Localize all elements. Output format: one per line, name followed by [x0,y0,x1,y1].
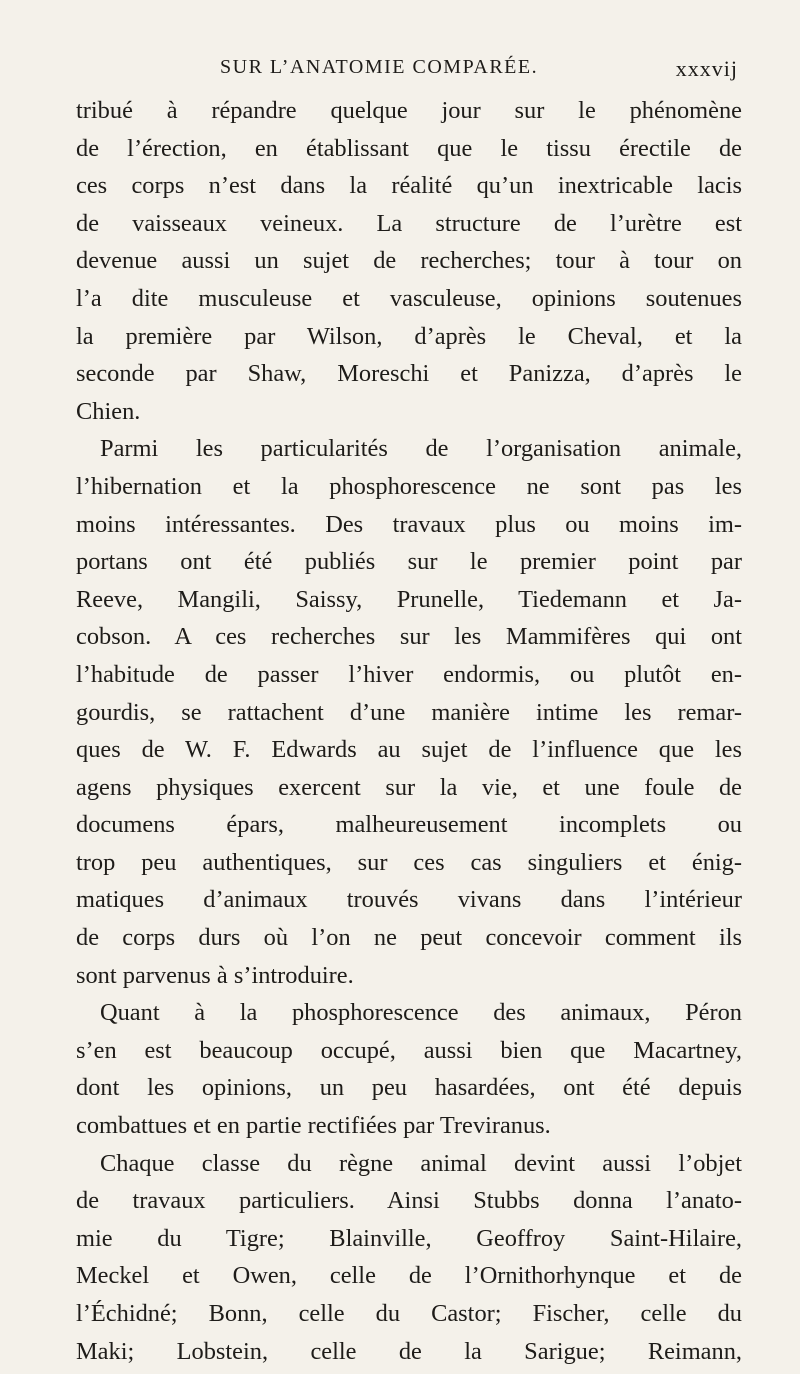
text-line: mie du Tigre; Blainville, Geoffroy Saint-Hilaire, [76,1224,742,1252]
text-line: matiques d’animaux trouvés vivans dans l’intérieur [76,886,742,914]
text-line: l’Échidné; Bonn, celle du Castor; Fischer, celle du [76,1300,742,1327]
text-line: seconde par Shaw, Moreschi et Panizza, d’après le [76,360,742,388]
running-title: SUR L’ANATOMIE COMPARÉE. [220,56,539,78]
text-line: Maki; Lobstein, celle de la Sarigue; Reimann, [76,1337,742,1365]
paragraph-start-line: Parmi les particularités de l’organisation animale, [100,435,742,463]
running-head [70,56,738,88]
text-line: portans ont été publiés sur le premier point par [76,548,742,576]
text-line: de travaux particuliers. Ainsi Stubbs donna l’anato- [76,1187,742,1215]
paragraph-start-line: Chaque classe du règne animal devint aussi l’objet [100,1149,742,1177]
text-line: Reeve, Mangili, Saissy, Prunelle, Tiedemann et Ja- [76,585,742,613]
text-line: l’habitude de passer l’hiver endormis, ou plutôt en- [76,660,742,688]
text-line: l’a dite musculeuse et vasculeuse, opinions soutenues [76,284,742,312]
text-line: s’en est beaucoup occupé, aussi bien que Macartney, [76,1036,742,1064]
text-line: Chien. [76,397,141,425]
text-line: tribué à répandre quelque jour sur le phénomène [76,97,742,124]
text-line: moins intéressantes. Des travaux plus ou moins im- [76,510,742,538]
text-line: devenue aussi un sujet de recherches; tour à tour on [76,247,742,275]
text-line: la première par Wilson, d’après le Cheval, et la [76,322,742,350]
text-line: cobson. A ces recherches sur les Mammifères qui ont [76,623,742,651]
text-line: gourdis, se rattachent d’une manière intime les remar- [76,698,742,726]
text-line: l’hibernation et la phosphorescence ne sont pas les [76,472,742,500]
text-line: combattues et en partie rectifiées par Treviranus. [76,1112,551,1140]
text-line: ques de W. F. Edwards au sujet de l’influence que les [76,736,742,764]
text-line: de vaisseaux veineux. La structure de l’urètre est [76,209,742,237]
page-number: xxxvij [675,56,738,81]
text-line: Meckel et Owen, celle de l’Ornithorhynque et de [76,1262,742,1290]
text-line: agens physiques exercent sur la vie, et une foule de [76,773,742,801]
body-text [76,92,742,1370]
text-line: trop peu authentiques, sur ces cas singuliers et énig- [76,848,742,876]
paragraph-start-line: Quant à la phosphorescence des animaux, Péron [100,999,742,1027]
text-line: ces corps n’est dans la réalité qu’un inextricable lacis [76,172,742,200]
text-line: de l’érection, en établissant que le tissu érectile de [76,134,742,162]
text-line: sont parvenus à s’introduire. [76,961,354,989]
text-line: dont les opinions, un peu hasardées, ont été depuis [76,1074,742,1102]
text-line: documens épars, malheureusement incomplets ou [76,811,742,839]
text-line: de corps durs où l’on ne peut concevoir comment ils [76,924,742,952]
